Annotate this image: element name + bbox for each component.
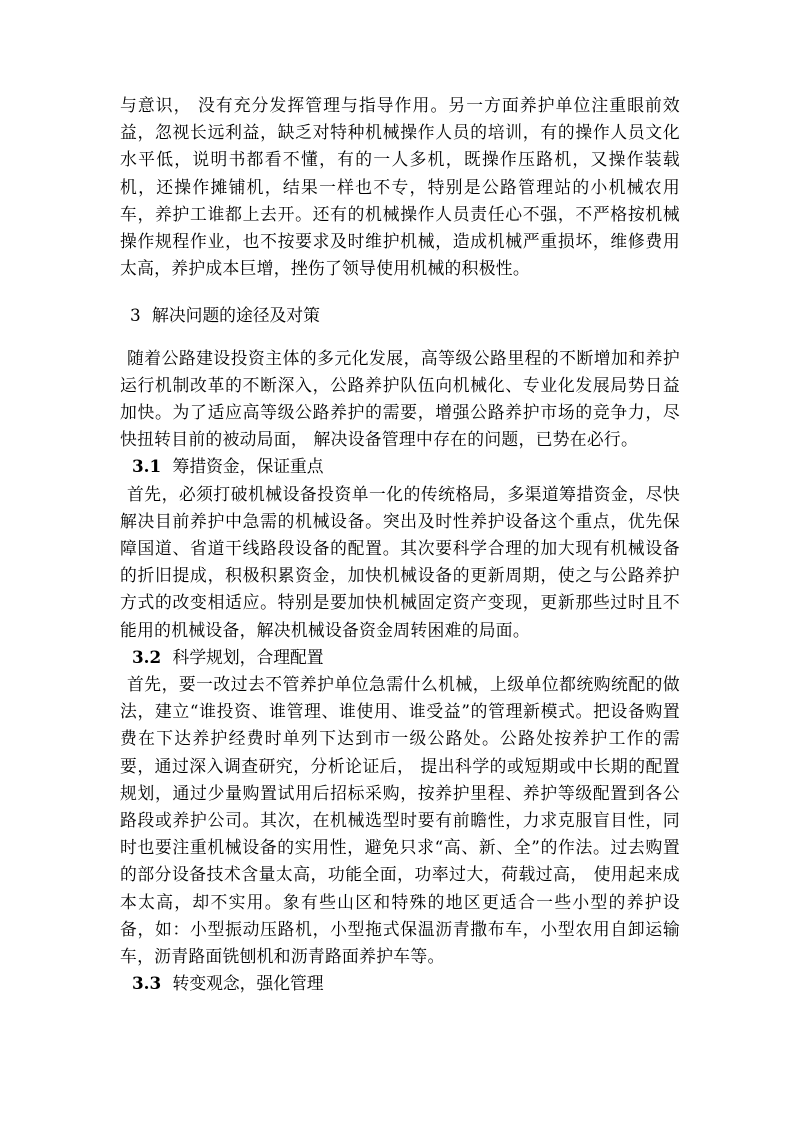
section-heading-3-2 (120, 644, 680, 671)
paragraph-section-3: 随着公路建设投资主体的多元化发展，高等级公路里程的不断增加和养护运行机制改革的不断深入，公路养护队伍向机械化、专业化发展局势日益加快。为了适应高等级公路养护的需要，增强公路养护市场的竞争力，尽快扭转目前的被动局面， 解决设备管理中存在的问题，已势在必行。 (120, 347, 680, 450)
section-number: 3.1 (132, 456, 162, 477)
section-title: 转变观念，强化管理 (172, 973, 324, 994)
paragraph-section-3-2: 首先，要一改过去不管养护单位急需什么机械，上级单位都统购统配的做法，建立“谁投资、谁管理、谁使用、谁受益”的管理新模式。把设备购置费在下达养护经费时单列下达到市一级公路处。公路处按养护工作的需要，通过深入调查研究，分析论证后， 提出科学的或短期或中长期的配置规划，通过少量购置试用后招标采购，按养护里程、养护等级配置到各公路段或养护公司。其次，在机械选型时要有前瞻性，力求克服盲目性，同时也要注重机械设备的实用性，避免只求“高、新、全”的作法。过去购置的部分设备技术含量太高，功能全面，功率过大，荷载过高， 使用起来成本太高，却不实用。象有些山区和特殊的地区更适合一些小型的养护设备，如：小型振动压路机，小型拖式保温沥青撒布车，小型农用自卸运输车，沥青路面铣刨机和沥青路面养护车等。 (120, 674, 680, 967)
section-heading-3 (120, 302, 680, 329)
section-title: 科学规划，合理配置 (172, 646, 324, 667)
section-number: 3.2 (132, 646, 162, 667)
section-heading-3-3 (120, 970, 680, 997)
section-heading-3-1 (120, 453, 680, 480)
section-title: 解决问题的途径及对策 (152, 305, 320, 326)
section-number: 3 (130, 305, 141, 326)
paragraph-intro: 与意识， 没有充分发挥管理与指导作用。另一方面养护单位注重眼前效益，忽视长远利益，缺乏对特种机械操作人员的培训，有的操作人员文化水平低，说明书都看不懂，有的一人多机，既操作压路机，又操作装载机，还操作摊铺机，结果一样也不专，特别是公路管理站的小机械农用车，养护工谁都上去开。还有的机械操作人员责任心不强，不严格按机械操作规程作业，也不按要求及时维护机械，造成机械严重损坏，维修费用太高，养护成本巨增，挫伤了领导使用机械的积极性。 (120, 95, 680, 279)
section-title: 筹措资金，保证重点 (172, 456, 324, 477)
paragraph-section-3-1: 首先，必须打破机械设备投资单一化的传统格局，多渠道筹措资金，尽快解决目前养护中急需的机械设备。突出及时性养护设备这个重点，优先保障国道、省道干线路段设备的配置。其次要科学合理的加大现有机械设备的折旧提成，积极积累资金，加快机械设备的更新周期，使之与公路养护方式的改变相适应。特别是要加快机械固定资产变现，更新那些过时且不能用的机械设备，解决机械设备资金周转困难的局面。 (120, 483, 680, 640)
section-number: 3.3 (132, 973, 162, 994)
document-body (120, 92, 680, 998)
